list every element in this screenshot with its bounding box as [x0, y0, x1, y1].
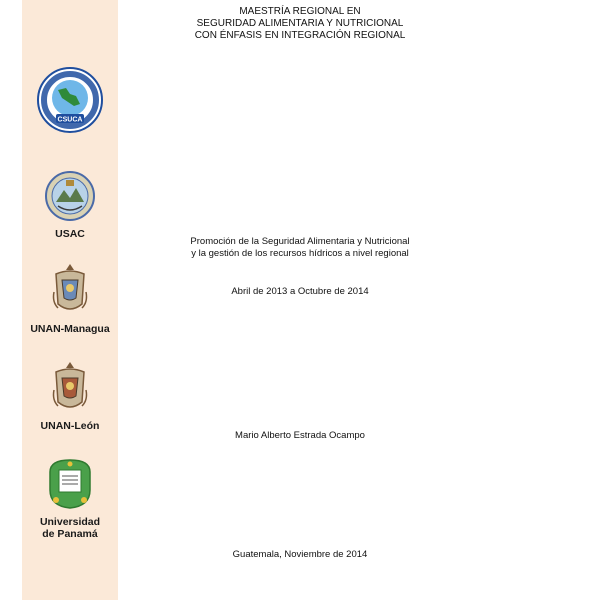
csuca-logo-icon — [36, 66, 104, 134]
unan-leon-logo — [22, 360, 118, 416]
page-left-margin — [0, 0, 22, 600]
study-period: Abril de 2013 a Octubre de 2014 — [231, 286, 369, 297]
logo-sidebar — [22, 0, 118, 600]
thesis-topic — [118, 236, 482, 260]
csuca-emblem-text: CSUCA — [57, 116, 83, 124]
thesis-topic-line2: y la gestión de los recursos hídricos a nivel regional — [191, 248, 409, 259]
unan-managua-label: UNAN-Managua — [30, 323, 110, 335]
csuca-logo — [22, 66, 118, 134]
unan-managua-crest-icon — [50, 262, 90, 318]
universidad-panama-seal-icon — [44, 456, 96, 510]
program-title — [118, 6, 482, 42]
place-and-date: Guatemala, Noviembre de 2014 — [232, 549, 368, 560]
thesis-topic-line1: Promoción de la Seguridad Alimentaria y Nutricional — [190, 236, 410, 247]
universidad-panama-label — [22, 516, 118, 540]
unan-managua-logo — [22, 262, 118, 318]
universidad-panama-label-line2: de Panamá — [42, 528, 98, 540]
program-title-line1: MAESTRÍA REGIONAL EN — [239, 6, 361, 17]
usac-logo — [22, 170, 118, 222]
unan-leon-crest-icon — [50, 360, 90, 416]
universidad-panama-logo — [22, 456, 118, 510]
usac-seal-icon — [44, 170, 96, 222]
universidad-panama-label-line1: Universidad — [39, 516, 101, 528]
program-title-line2: SEGURIDAD ALIMENTARIA Y NUTRICIONAL — [196, 18, 404, 29]
program-title-line3: CON ÉNFASIS EN INTEGRACIÓN REGIONAL — [194, 30, 406, 41]
usac-label: USAC — [55, 228, 85, 240]
unan-leon-label: UNAN-León — [40, 420, 100, 432]
author-name: Mario Alberto Estrada Ocampo — [235, 430, 365, 441]
